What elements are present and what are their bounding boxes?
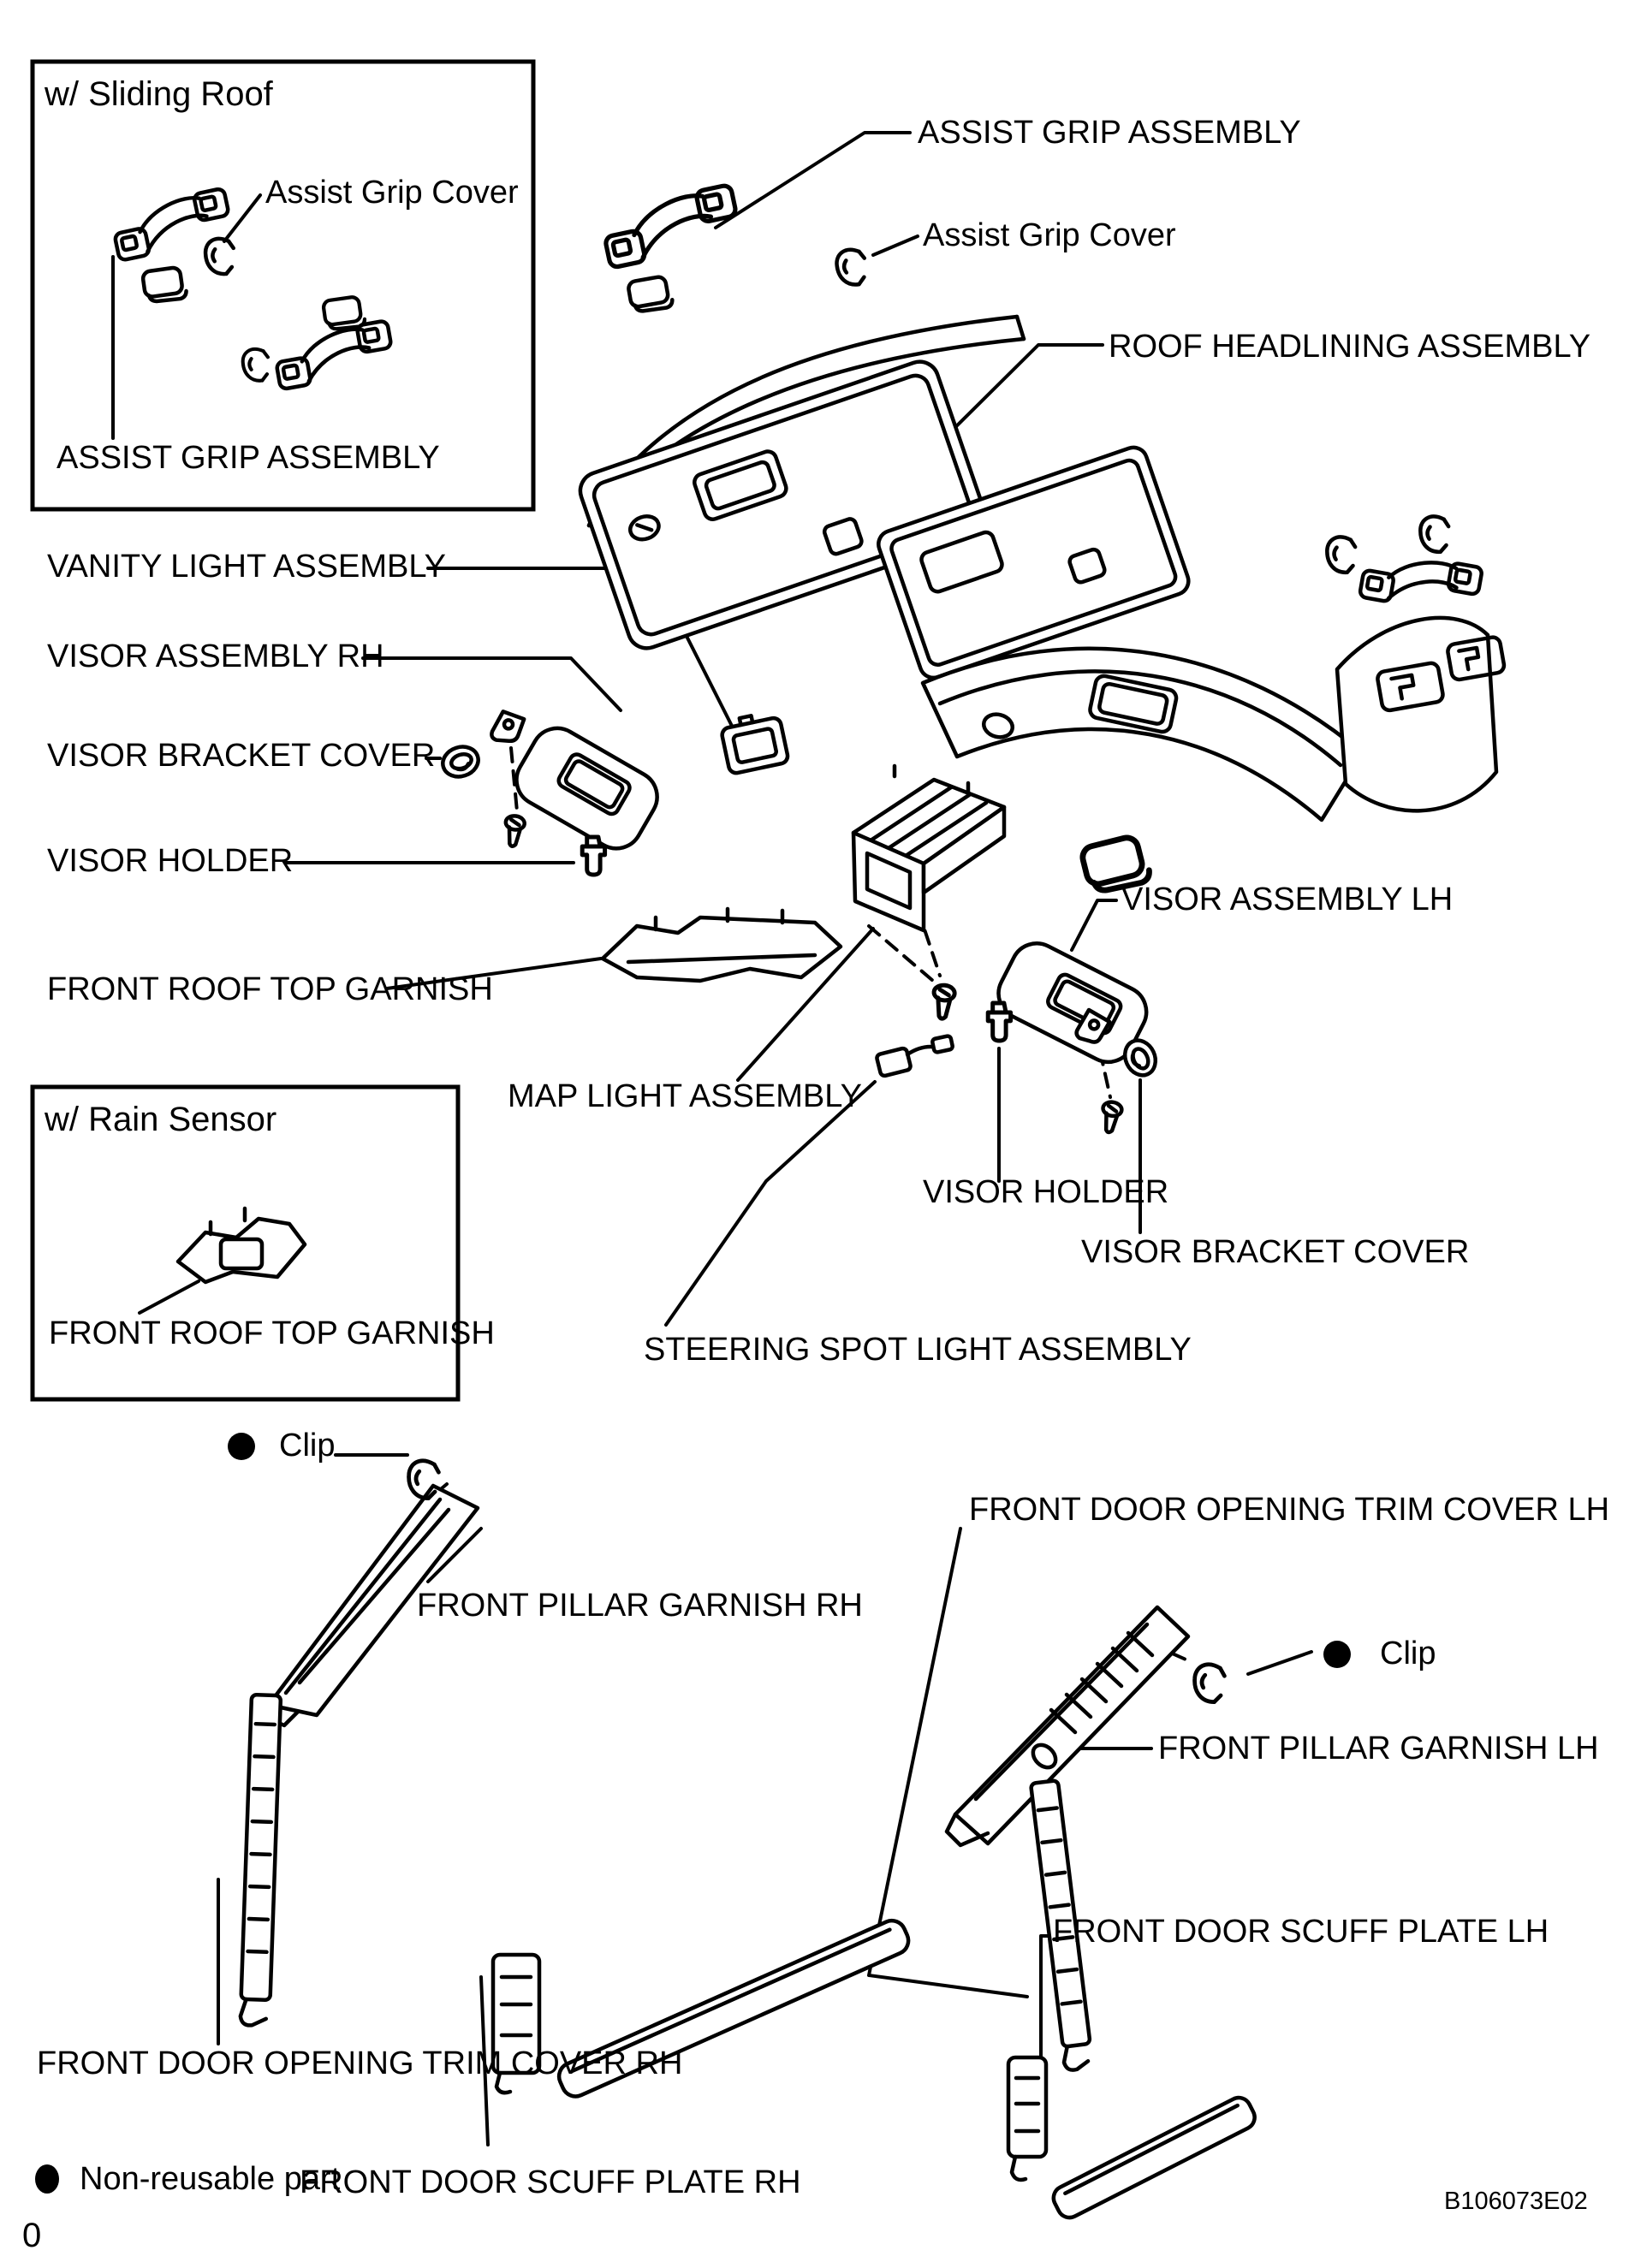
label-front-door-opening-trim-cover-rh: FRONT DOOR OPENING TRIM COVER RH bbox=[37, 2045, 683, 2081]
label-assist-grip-assembly: ASSIST GRIP ASSEMBLY bbox=[918, 115, 1301, 151]
label-clip-rh: Clip bbox=[279, 1428, 336, 1464]
inset-assist-grip-2 bbox=[241, 296, 395, 389]
inset-assist-grip-cover-part bbox=[202, 236, 236, 275]
front-door-scuff-plate-lh-part bbox=[1008, 2057, 1258, 2222]
label-visor-holder-lh: VISOR HOLDER bbox=[923, 1174, 1169, 1210]
legend-non-reusable-part: Non-reusable part bbox=[80, 2161, 341, 2197]
label-front-pillar-garnish-rh: FRONT PILLAR GARNISH RH bbox=[417, 1588, 863, 1624]
label-front-door-scuff-plate-rh: FRONT DOOR SCUFF PLATE RH bbox=[300, 2164, 801, 2200]
label-steering-spot-light-assembly: STEERING SPOT LIGHT ASSEMBLY bbox=[644, 1332, 1192, 1368]
label-visor-assembly-rh: VISOR ASSEMBLY RH bbox=[47, 638, 384, 674]
visor-rh-part bbox=[490, 710, 666, 875]
label-visor-bracket-cover-rh: VISOR BRACKET COVER bbox=[47, 738, 436, 774]
label-visor-holder-rh: VISOR HOLDER bbox=[47, 843, 294, 879]
rain-sensor-garnish-part bbox=[178, 1208, 305, 1282]
label-assist-grip-assembly-inset: ASSIST GRIP ASSEMBLY bbox=[56, 440, 440, 476]
label-clip-lh: Clip bbox=[1380, 1636, 1436, 1671]
label-visor-assembly-lh: VISOR ASSEMBLY LH bbox=[1121, 882, 1454, 917]
assist-grip-cover-part bbox=[835, 248, 867, 285]
label-front-roof-top-garnish: FRONT ROOF TOP GARNISH bbox=[47, 971, 493, 1007]
roof-headlining-part bbox=[575, 317, 1505, 820]
label-front-pillar-garnish-lh: FRONT PILLAR GARNISH LH bbox=[1158, 1731, 1599, 1766]
inset-assist-grip-pad-1 bbox=[142, 266, 187, 303]
label-front-door-scuff-plate-lh: FRONT DOOR SCUFF PLATE LH bbox=[1053, 1914, 1549, 1950]
visor-lh-part bbox=[988, 935, 1155, 1134]
clip-rh-bullet-icon bbox=[228, 1433, 255, 1460]
label-visor-bracket-cover-lh: VISOR BRACKET COVER bbox=[1081, 1234, 1470, 1270]
label-assist-grip-cover-inset: Assist Grip Cover bbox=[265, 175, 519, 211]
label-vanity-light-assembly: VANITY LIGHT ASSEMBLY bbox=[47, 549, 447, 585]
front-pillar-garnish-lh-part bbox=[947, 1607, 1228, 1845]
inset-title-sliding-roof: w/ Sliding Roof bbox=[45, 75, 273, 113]
label-front-roof-top-garnish-rain: FRONT ROOF TOP GARNISH bbox=[49, 1315, 495, 1351]
front-roof-top-garnish-part bbox=[603, 909, 841, 981]
page-number: 0 bbox=[22, 2217, 42, 2254]
assist-grip-rear-part bbox=[1323, 514, 1483, 617]
inset-title-rain-sensor: w/ Rain Sensor bbox=[45, 1101, 277, 1138]
label-roof-headlining-assembly: ROOF HEADLINING ASSEMBLY bbox=[1109, 329, 1591, 365]
label-map-light-assembly: MAP LIGHT ASSEMBLY bbox=[508, 1078, 862, 1114]
assist-grip-part bbox=[599, 184, 742, 313]
label-front-door-opening-trim-cover-lh: FRONT DOOR OPENING TRIM COVER LH bbox=[969, 1492, 1610, 1528]
visor-bracket-cover-rh-part bbox=[439, 742, 482, 781]
non-reusable-bullet-icon bbox=[35, 2164, 59, 2194]
label-assist-grip-cover: Assist Grip Cover bbox=[923, 217, 1176, 253]
map-light-part bbox=[853, 766, 1004, 1019]
steering-spot-light-part bbox=[876, 1036, 953, 1077]
front-door-opening-trim-cover-rh-part bbox=[241, 1695, 281, 2026]
figure-code: B106073E02 bbox=[1444, 2188, 1588, 2215]
clip-lh-bullet-icon bbox=[1323, 1641, 1351, 1668]
